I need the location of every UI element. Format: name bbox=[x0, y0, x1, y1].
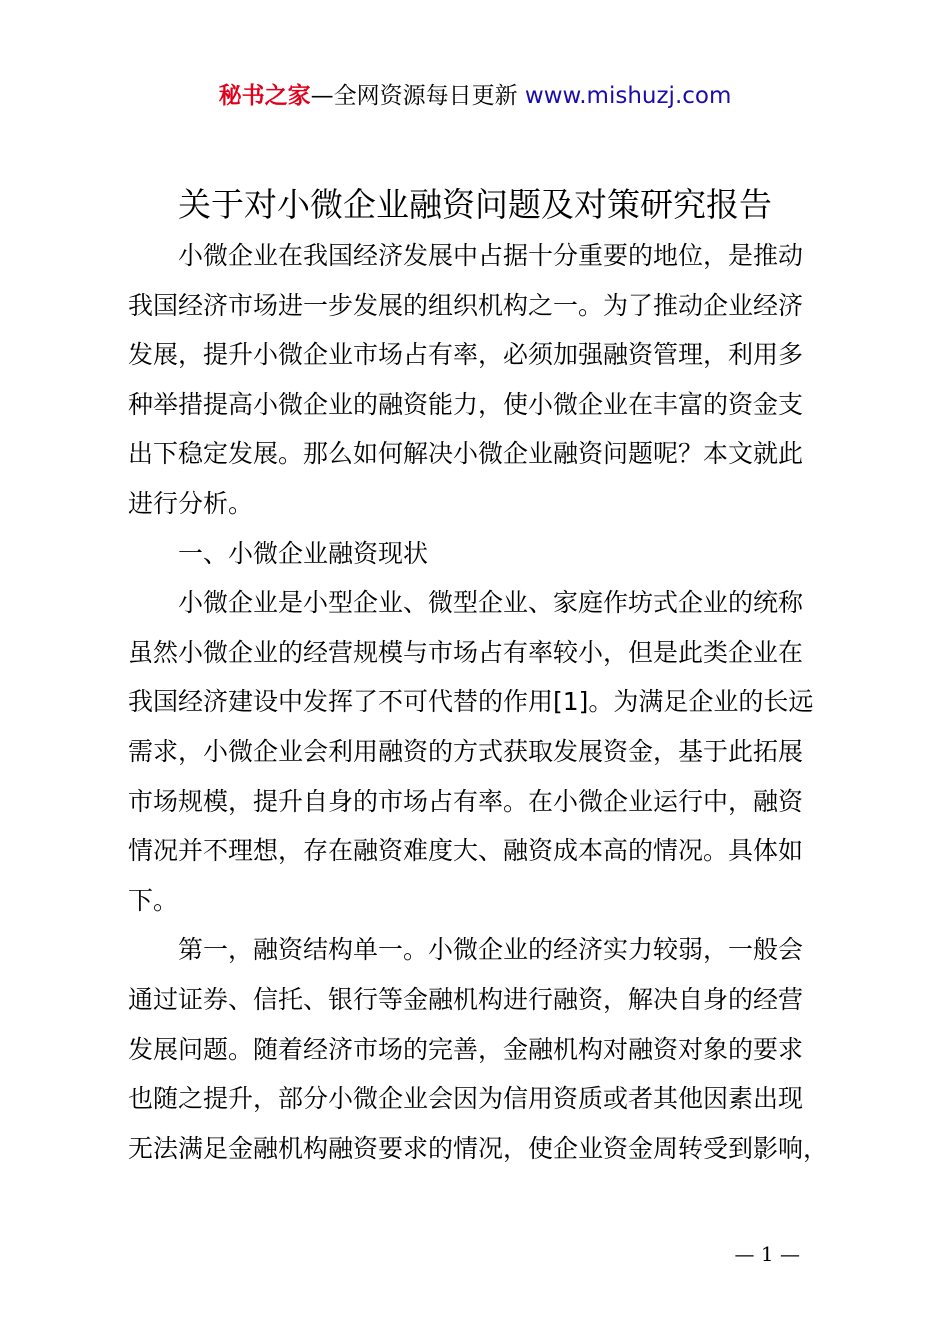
paragraph-line: 虽然小微企业的经营规模与市场占有率较小，但是此类企业在 bbox=[128, 637, 804, 667]
site-brand: 秘书之家 bbox=[218, 83, 311, 109]
document-title: 关于对小微企业融资问题及对策研究报告 bbox=[178, 185, 772, 224]
paragraph-line: 种举措提高小微企业的融资能力，使小微企业在丰富的资金支 bbox=[128, 389, 804, 419]
paragraph-line: 进行分析。 bbox=[128, 488, 254, 518]
paragraph-line: 出下稳定发展。那么如何解决小微企业融资问题呢？本文就此 bbox=[128, 439, 804, 469]
paragraph-line: 发展问题。随着经济市场的完善，金融机构对融资对象的要求 bbox=[128, 1034, 804, 1064]
paragraph-line: 第一，融资结构单一。小微企业的经济实力较弱，一般会 bbox=[178, 935, 804, 965]
paragraph-line: 小微企业在我国经济发展中占据十分重要的地位，是推动 bbox=[178, 241, 804, 270]
paragraph-line: 下。 bbox=[128, 885, 179, 915]
paragraph-line: 我国经济建设中发挥了不可代替的作用[1]。为满足企业的长远 bbox=[128, 687, 814, 717]
paragraph-line: 小微企业是小型企业、微型企业、家庭作坊式企业的统称 bbox=[178, 588, 804, 618]
page-number: — 1 — bbox=[734, 1242, 800, 1266]
paragraph-line: 发展，提升小微企业市场占有率，必须加强融资管理，利用多 bbox=[128, 340, 804, 370]
paragraph-line: 无法满足金融机构融资要求的情况，使企业资金周转受到影响， bbox=[128, 1133, 829, 1163]
document-body bbox=[128, 231, 834, 1173]
paragraph-line: 市场规模，提升自身的市场占有率。在小微企业运行中，融资 bbox=[128, 786, 804, 816]
site-tagline: —全网资源每日更新 bbox=[310, 83, 525, 109]
paragraph-line: 也随之提升，部分小微企业会因为信用资质或者其他因素出现 bbox=[128, 1084, 804, 1114]
site-url-link[interactable]: www.mishuzj.com bbox=[524, 83, 732, 109]
paragraph-line: 情况并不理想，存在融资难度大、融资成本高的情况。具体如 bbox=[128, 836, 804, 866]
paragraph-line: 通过证券、信托、银行等金融机构进行融资，解决自身的经营 bbox=[128, 984, 804, 1014]
paragraph-line: 需求，小微企业会利用融资的方式获取发展资金，基于此拓展 bbox=[128, 736, 804, 766]
paragraph-line: 我国经济市场进一步发展的组织机构之一。为了推动企业经济 bbox=[128, 290, 804, 320]
section-heading: 一、小微企业融资现状 bbox=[178, 538, 429, 568]
site-header bbox=[0, 80, 950, 112]
